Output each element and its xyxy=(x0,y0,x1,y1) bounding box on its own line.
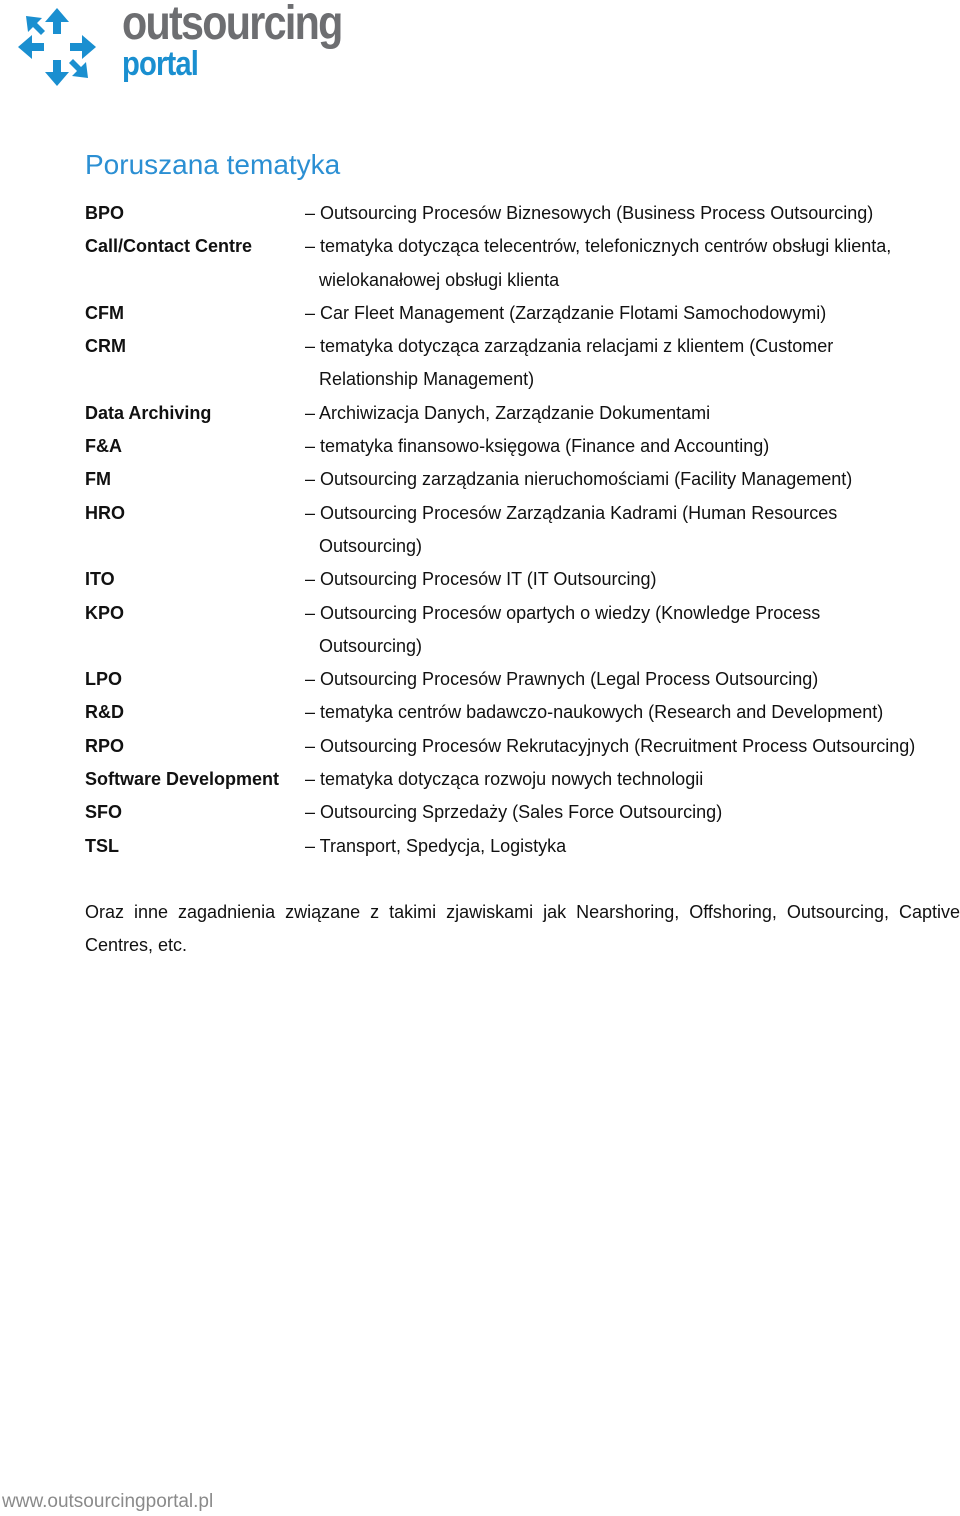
term-row xyxy=(85,497,960,564)
term-description xyxy=(305,796,960,829)
term-description-line xyxy=(305,463,960,496)
term-description-text: – Outsourcing Procesów Prawnych (Legal Process Outsourcing) xyxy=(305,669,819,690)
term-description-text: – Transport, Spedycja, Logistyka xyxy=(305,835,567,856)
term-row xyxy=(85,830,960,863)
term-abbreviation: R&D xyxy=(85,702,124,723)
term-abbreviation: FM xyxy=(85,469,111,490)
term-description-text: – Outsourcing Procesów IT (IT Outsourcing) xyxy=(305,569,657,590)
term-description-line xyxy=(305,730,960,763)
term-description-line xyxy=(305,563,960,596)
term-description-text: Relationship Management) xyxy=(319,369,535,390)
term-description xyxy=(305,763,960,796)
term-description-line xyxy=(305,530,960,563)
term-abbreviation: BPO xyxy=(85,203,125,223)
term-description-line xyxy=(305,430,960,463)
term-abbreviation: Data Archiving xyxy=(85,402,212,423)
term-description-text: wielokanałowej obsługi klienta xyxy=(319,269,560,290)
term-description-line xyxy=(305,363,960,396)
page-title: Poruszana tematyka xyxy=(85,149,341,180)
term-row xyxy=(85,197,960,230)
term-description-text: – tematyka centrów badawczo-naukowych (Research and Development) xyxy=(305,702,884,723)
logo-wordmark-portal: portal xyxy=(122,45,199,83)
term-description-text: – Outsourcing zarządzania nieruchomościami (Facility Management) xyxy=(305,469,853,490)
term-description-text: – tematyka dotycząca rozwoju nowych technologii xyxy=(305,769,704,790)
term-row xyxy=(85,297,960,330)
term-row xyxy=(85,696,960,729)
term-description-text: – Outsourcing Procesów Rekrutacyjnych (Recruitment Process Outsourcing) xyxy=(305,735,916,756)
footer-url[interactable]: www.outsourcingportal.pl xyxy=(2,1491,214,1512)
term-row xyxy=(85,430,960,463)
term-description xyxy=(305,397,960,430)
term-description-text: – Outsourcing Procesów opartych o wiedzy (Knowledge Process xyxy=(305,602,821,623)
term-description xyxy=(305,197,960,230)
term-description-line xyxy=(305,597,960,630)
term-description xyxy=(305,730,960,763)
term-row xyxy=(85,597,960,664)
term-abbreviation: ITO xyxy=(85,569,115,590)
term-abbreviation: SFO xyxy=(85,802,123,823)
term-description-text: – Outsourcing Procesów Zarządzania Kadrami (Human Resources xyxy=(305,502,838,523)
four-arrows-icon xyxy=(14,4,100,90)
term-row xyxy=(85,730,960,763)
term-description-text: – tematyka dotycząca telecentrów, telefonicznych centrów obsługi klienta, xyxy=(305,236,892,257)
term-description-line xyxy=(305,230,960,263)
term-abbreviation: HRO xyxy=(85,502,125,523)
term-description-line xyxy=(305,696,960,729)
term-description xyxy=(305,330,960,397)
term-description xyxy=(305,230,960,297)
term-abbreviation: F&A xyxy=(85,436,122,457)
term-row xyxy=(85,563,960,596)
term-description-line xyxy=(305,830,960,863)
term-description-line xyxy=(305,630,960,663)
term-description-text: – Outsourcing Procesów Biznesowych (Business Process Outsourcing) xyxy=(305,203,874,223)
term-description xyxy=(305,663,960,696)
term-row xyxy=(85,763,960,796)
term-description-text: Outsourcing) xyxy=(319,635,423,656)
term-abbreviation: KPO xyxy=(85,602,125,623)
term-description xyxy=(305,430,960,463)
term-row xyxy=(85,663,960,696)
term-row xyxy=(85,796,960,829)
term-description-line xyxy=(305,663,960,696)
term-abbreviation: RPO xyxy=(85,735,125,756)
term-description-text: Outsourcing) xyxy=(319,535,423,556)
term-description-line xyxy=(305,497,960,530)
terms-list xyxy=(85,197,960,863)
term-description xyxy=(305,463,960,496)
term-description xyxy=(305,563,960,596)
term-description-text: – tematyka dotycząca zarządzania relacjami z klientem (Customer xyxy=(305,336,834,357)
term-description-line xyxy=(305,197,960,230)
term-description-text: – tematyka finansowo-księgowa (Finance and Accounting) xyxy=(305,436,770,457)
term-description-line xyxy=(305,264,960,297)
term-description xyxy=(305,297,960,330)
term-description-line xyxy=(305,297,960,330)
term-abbreviation: CRM xyxy=(85,336,126,357)
term-description-text: – Archiwizacja Danych, Zarządzanie Dokumentami xyxy=(305,402,711,423)
term-row xyxy=(85,463,960,496)
term-description xyxy=(305,597,960,664)
logo-wordmark-outsourcing: outsourcing xyxy=(122,0,342,50)
closing-paragraph: Oraz inne zagadnienia związane z takimi zjawiskami jak Nearshoring, Offshoring, Outsourcing, Captive Centres, etc. xyxy=(85,902,960,956)
term-row xyxy=(85,230,960,297)
term-abbreviation: Software Development xyxy=(85,769,280,790)
term-description-line xyxy=(305,330,960,363)
site-logo xyxy=(14,2,354,92)
term-abbreviation: TSL xyxy=(85,835,119,856)
term-row xyxy=(85,330,960,397)
term-description-line xyxy=(305,397,960,430)
term-description-line xyxy=(305,763,960,796)
term-abbreviation: LPO xyxy=(85,669,123,690)
term-abbreviation: CFM xyxy=(85,302,124,323)
term-description xyxy=(305,830,960,863)
term-description-line xyxy=(305,796,960,829)
term-description-text: – Car Fleet Management (Zarządzanie Flotami Samochodowymi) xyxy=(305,302,827,323)
term-row xyxy=(85,397,960,430)
term-description-text: – Outsourcing Sprzedaży (Sales Force Outsourcing) xyxy=(305,802,723,823)
term-description xyxy=(305,497,960,564)
term-description xyxy=(305,696,960,729)
term-abbreviation: Call/Contact Centre xyxy=(85,236,253,257)
